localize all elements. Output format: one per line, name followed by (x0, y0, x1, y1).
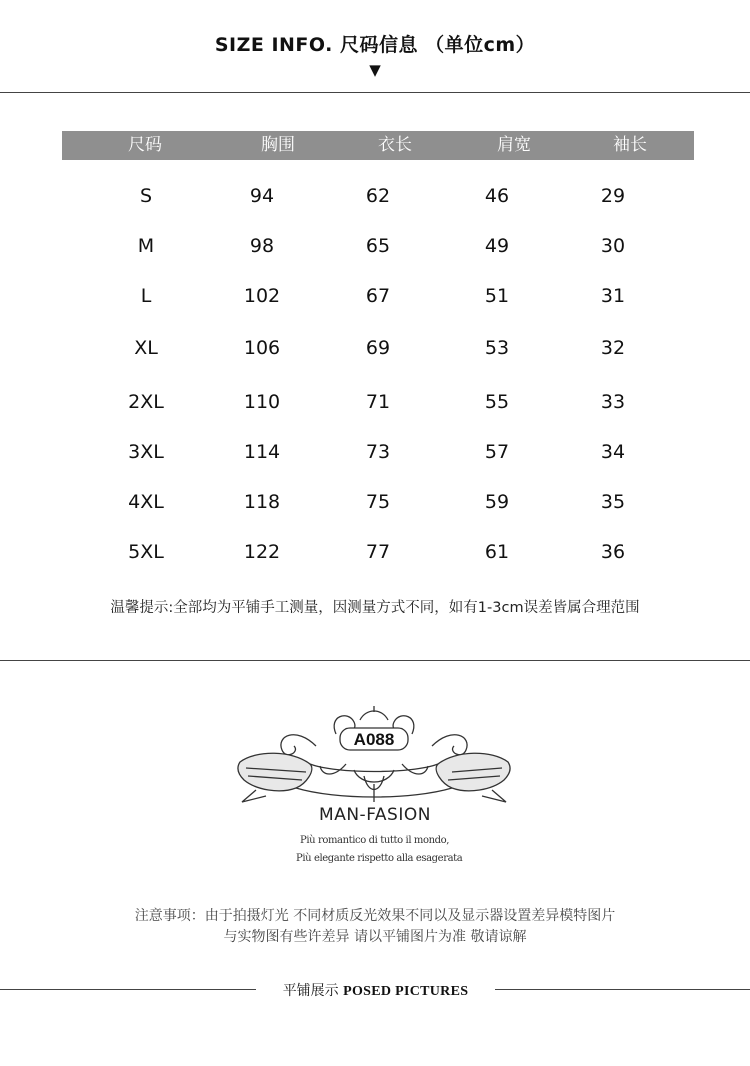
cell-sleeve: 35 (600, 491, 626, 513)
cell-shoulder: 46 (484, 185, 510, 207)
cell-size: 5XL (128, 541, 164, 563)
posed-pictures-heading (256, 980, 495, 1000)
cell-shoulder: 61 (484, 541, 510, 563)
cell-chest: 106 (243, 337, 281, 359)
table-row (0, 387, 750, 417)
cell-shoulder: 55 (484, 391, 510, 413)
cell-size: M (137, 235, 155, 257)
posed-heading-cn: 平铺展示 (282, 983, 339, 999)
cell-sleeve: 34 (600, 441, 626, 463)
cell-sleeve: 29 (600, 185, 626, 207)
brand-emblem-icon (236, 706, 512, 810)
posed-heading-en: POSED PICTURES (343, 984, 469, 999)
cell-shoulder: 49 (484, 235, 510, 257)
table-row (0, 333, 750, 363)
divider-top (0, 92, 750, 93)
cell-length: 62 (365, 185, 391, 207)
header-length: 衣长 (378, 135, 412, 155)
cell-chest: 94 (249, 185, 275, 207)
table-row (0, 181, 750, 211)
cell-size: L (140, 285, 152, 307)
cell-sleeve: 30 (600, 235, 626, 257)
page-title: SIZE INFO. 尺码信息 （单位cm） (214, 34, 536, 56)
header-sleeve: 袖长 (613, 135, 647, 155)
cell-size: S (139, 185, 153, 207)
cell-chest: 98 (249, 235, 275, 257)
cell-size: 4XL (128, 491, 164, 513)
cell-length: 65 (365, 235, 391, 257)
cell-sleeve: 31 (600, 285, 626, 307)
cell-sleeve: 36 (600, 541, 626, 563)
cell-shoulder: 53 (484, 337, 510, 359)
size-table (62, 131, 694, 160)
cell-chest: 110 (243, 391, 281, 413)
table-row (0, 437, 750, 467)
cell-chest: 122 (243, 541, 281, 563)
measurement-tip: 温馨提示:全部均为平铺手工测量，因测量方式不同，如有1-3cm误差皆属合理范围 (110, 600, 640, 616)
posed-divider-left (0, 989, 256, 990)
cell-shoulder: 51 (484, 285, 510, 307)
brand-slogan-2: Più elegante rispetto alla esagerata (296, 853, 463, 864)
size-table-header (62, 131, 694, 160)
header-chest: 胸围 (261, 135, 295, 155)
cell-length: 73 (365, 441, 391, 463)
table-row (0, 281, 750, 311)
cell-shoulder: 59 (484, 491, 510, 513)
cell-size: 3XL (128, 441, 164, 463)
posed-divider-right (495, 989, 750, 990)
cell-length: 67 (365, 285, 391, 307)
cell-size: XL (134, 337, 158, 359)
header-size: 尺码 (128, 135, 162, 155)
cell-size: 2XL (128, 391, 164, 413)
cell-shoulder: 57 (484, 441, 510, 463)
cell-chest: 102 (243, 285, 281, 307)
cell-length: 69 (365, 337, 391, 359)
cell-length: 75 (365, 491, 391, 513)
table-row (0, 231, 750, 261)
cell-length: 71 (365, 391, 391, 413)
notice-line-2: 与实物图有些许差异 请以平铺图片为准 敬请谅解 (223, 929, 527, 945)
emblem-code: A088 (353, 730, 395, 749)
cell-length: 77 (365, 541, 391, 563)
down-arrow-icon: ▼ (369, 61, 381, 79)
cell-chest: 118 (243, 491, 281, 513)
table-row (0, 487, 750, 517)
notice-line-1: 注意事项：由于拍摄灯光 不同材质反光效果不同以及显示器设置差异模特图片 (134, 908, 616, 924)
brand-name: MAN-FASION (319, 805, 431, 825)
table-row (0, 537, 750, 567)
cell-sleeve: 33 (600, 391, 626, 413)
brand-slogan-1: Più romantico di tutto il mondo, (300, 835, 450, 846)
divider-middle (0, 660, 750, 661)
cell-chest: 114 (243, 441, 281, 463)
header-shoulder: 肩宽 (497, 135, 531, 155)
cell-sleeve: 32 (600, 337, 626, 359)
